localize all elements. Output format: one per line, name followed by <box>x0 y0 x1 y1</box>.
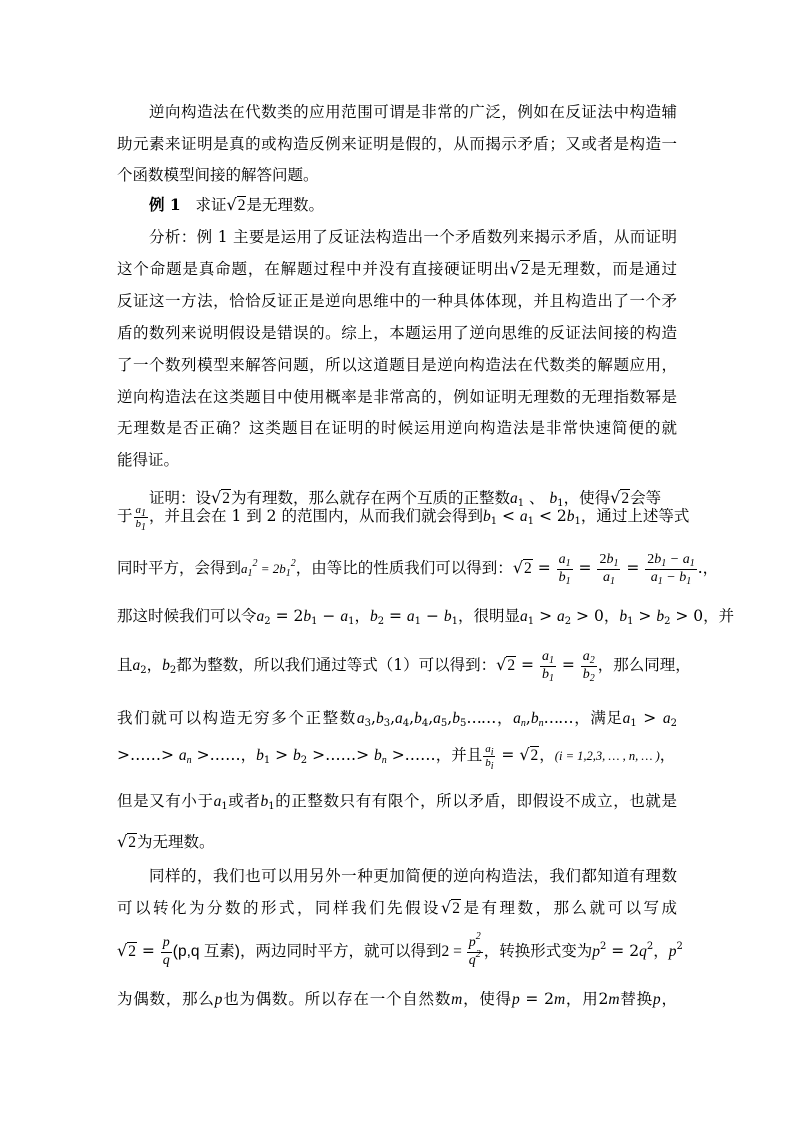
fraction-a2-b2: $\frac{a_2}{b_2}$ <box>582 649 595 684</box>
proof-line-4: 那这时候我们可以令$a_2 = 2b_1 - a_1$，$b_2 = a_1 - b_1$，很明显$a_1 > a_2 > 0$，$b_1 > b_2 > 0$，并 <box>117 607 735 627</box>
fraction-p2-q2: $\frac{p^2}{q^2}$ <box>468 931 481 968</box>
paragraph-1-line-2: 助元素来证明是真的或构造反例来证明是假的，从而揭示矛盾；又或者是构造一 <box>117 135 677 153</box>
fraction-ai-bi: $\frac{a_i}{b_i}$ <box>485 742 494 772</box>
sqrt-2: √2 <box>509 259 529 278</box>
analysis-line-5: 了一个数列模型来解答问题，所以这道题目是逆向构造法在代数类的解题应用， <box>117 356 677 374</box>
fraction-2b1-minus-a1: $\frac{2b_1 - a_1}{a_1 - b_1}$ <box>647 552 695 587</box>
fraction-p-q: $\frac{p}{q}$ <box>162 935 170 968</box>
sqrt-2: √2 <box>519 745 539 764</box>
proof-line-6: 我们就可以构造无穷多个正整数$a_3,b_3,a_4,b_4,a_5,b_5\dots\dots$，$a_n,b_n\dots\dots$，满足$a_1 > a_2$ <box>117 709 677 729</box>
sqrt-2: √2 <box>496 655 516 674</box>
paragraph-3-line-3: √2 = $\frac{p}{q}$ (p,q 互素)，两边同时平方，就可以得到2 = $\frac{p^2}{q^2}$ ，转换形式变为$p^2 = 2q^2$，$p^2$ <box>117 928 677 974</box>
proof-line-3: 同时平方，会得到$a_1^2 = 2b_1^2$，由等比的性质我们可以得到：√2 = $\frac{a_1}{b_1}$ = $\frac{2b_1}{a_1}$ = $\frac{2b_1 - a_1}{a_1 - b_1}$ .， <box>117 543 677 593</box>
proof-line-8: 但是又有小于$a_1$或者$b_1$的正整数只有有限个，所以矛盾，即假设不成立，也就是 <box>117 792 677 812</box>
sqrt-2: √2 <box>226 195 246 214</box>
sqrt-2: √2 <box>610 488 630 507</box>
fraction-2b1-a1: $\frac{2b_1}{a_1}$ <box>599 552 619 587</box>
proof-line-7: >……> $a_n$ >……，$b_1 > b_2$ >……> $b_n$ >……，并且 $\frac{a_i}{b_i}$ = √2，(i = 1,2,3, … , n, … )， <box>117 730 677 780</box>
paragraph-3-line-2: 可以转化为分数的形式，同样我们先假设√2是有理数，那么就可以写成 <box>117 896 677 921</box>
paragraph-1-line-1: 逆向构造法在代数类的应用范围可谓是非常的广泛，例如在反证法中构造辅 <box>149 103 677 121</box>
paragraph-3-line-4: 为偶数，那么p也为偶数。所以存在一个自然数m，使得p = 2m，用2m替换p， <box>117 990 677 1008</box>
sqrt-2: √2 <box>441 898 460 917</box>
proof-line-2: 于 $\frac{a_1}{b_1}$ ，并且会在 1 到 2 的范围内，从而我们就会得到$b_1 < a_1 < 2b_1$，通过上述等式 <box>117 503 690 533</box>
analysis-line-2: 这个命题是真命题，在解题过程中并没有直接硬证明出√2是无理数，而是通过 <box>117 257 677 282</box>
analysis-line-7: 无理数是否正确？这类题目在证明的时候运用逆向构造法是非常快速简便的就 <box>117 419 677 437</box>
sqrt-2: √2 <box>512 558 532 577</box>
fraction-a1-b1: $\frac{a_1}{b_1}$ <box>558 552 571 587</box>
paragraph-3-line-1: 同样的，我们也可以用另外一种更加简便的逆向构造法，我们都知道有理数 <box>149 867 677 885</box>
proof-line-1: 证明：设√2为有理数，那么就存在两个互质的正整数$a_1$ 、 $b_1$，使得√2会等 <box>149 488 662 509</box>
analysis-line-6: 逆向构造法在这类题目中使用概率是非常高的，例如证明无理数的无理指数幂是 <box>117 388 677 406</box>
analysis-line-1: 分析：例 1 主要是运用了反证法构造出一个矛盾数列来揭示矛盾，从而证明 <box>149 228 677 246</box>
example-label: 例 1 <box>149 195 181 214</box>
paragraph-1-line-3: 个函数模型间接的解答问题。 <box>117 166 319 184</box>
proof-line-9: √2为无理数。 <box>117 830 677 855</box>
analysis-line-4: 盾的数列来说明假设是错误的。综上，本题运用了逆向思维的反证法间接的构造 <box>117 324 677 342</box>
example-1-statement: 例 1 求证√2是无理数。 <box>149 193 677 218</box>
sqrt-2: √2 <box>117 832 136 851</box>
analysis-line-8: 能得证。 <box>117 451 180 469</box>
sqrt-2: √2 <box>117 941 136 960</box>
sqrt-2: √2 <box>211 488 230 507</box>
analysis-line-3: 反证这一方法，恰恰反证正是逆向思维中的一种具体体现，并且构造出了一个矛 <box>117 292 677 310</box>
proof-line-5: 且$a_2$，$b_2$都为整数，所以我们通过等式（1）可以得到：√2 = $\frac{a_1}{b_1}$ = $\frac{a_2}{b_2}$ ，那么同理， <box>117 640 677 690</box>
fraction-a1-b1: $\frac{a_1}{b_1}$ <box>541 649 554 684</box>
fraction-a1-b1: $\frac{a_1}{b_1}$ <box>135 503 147 533</box>
